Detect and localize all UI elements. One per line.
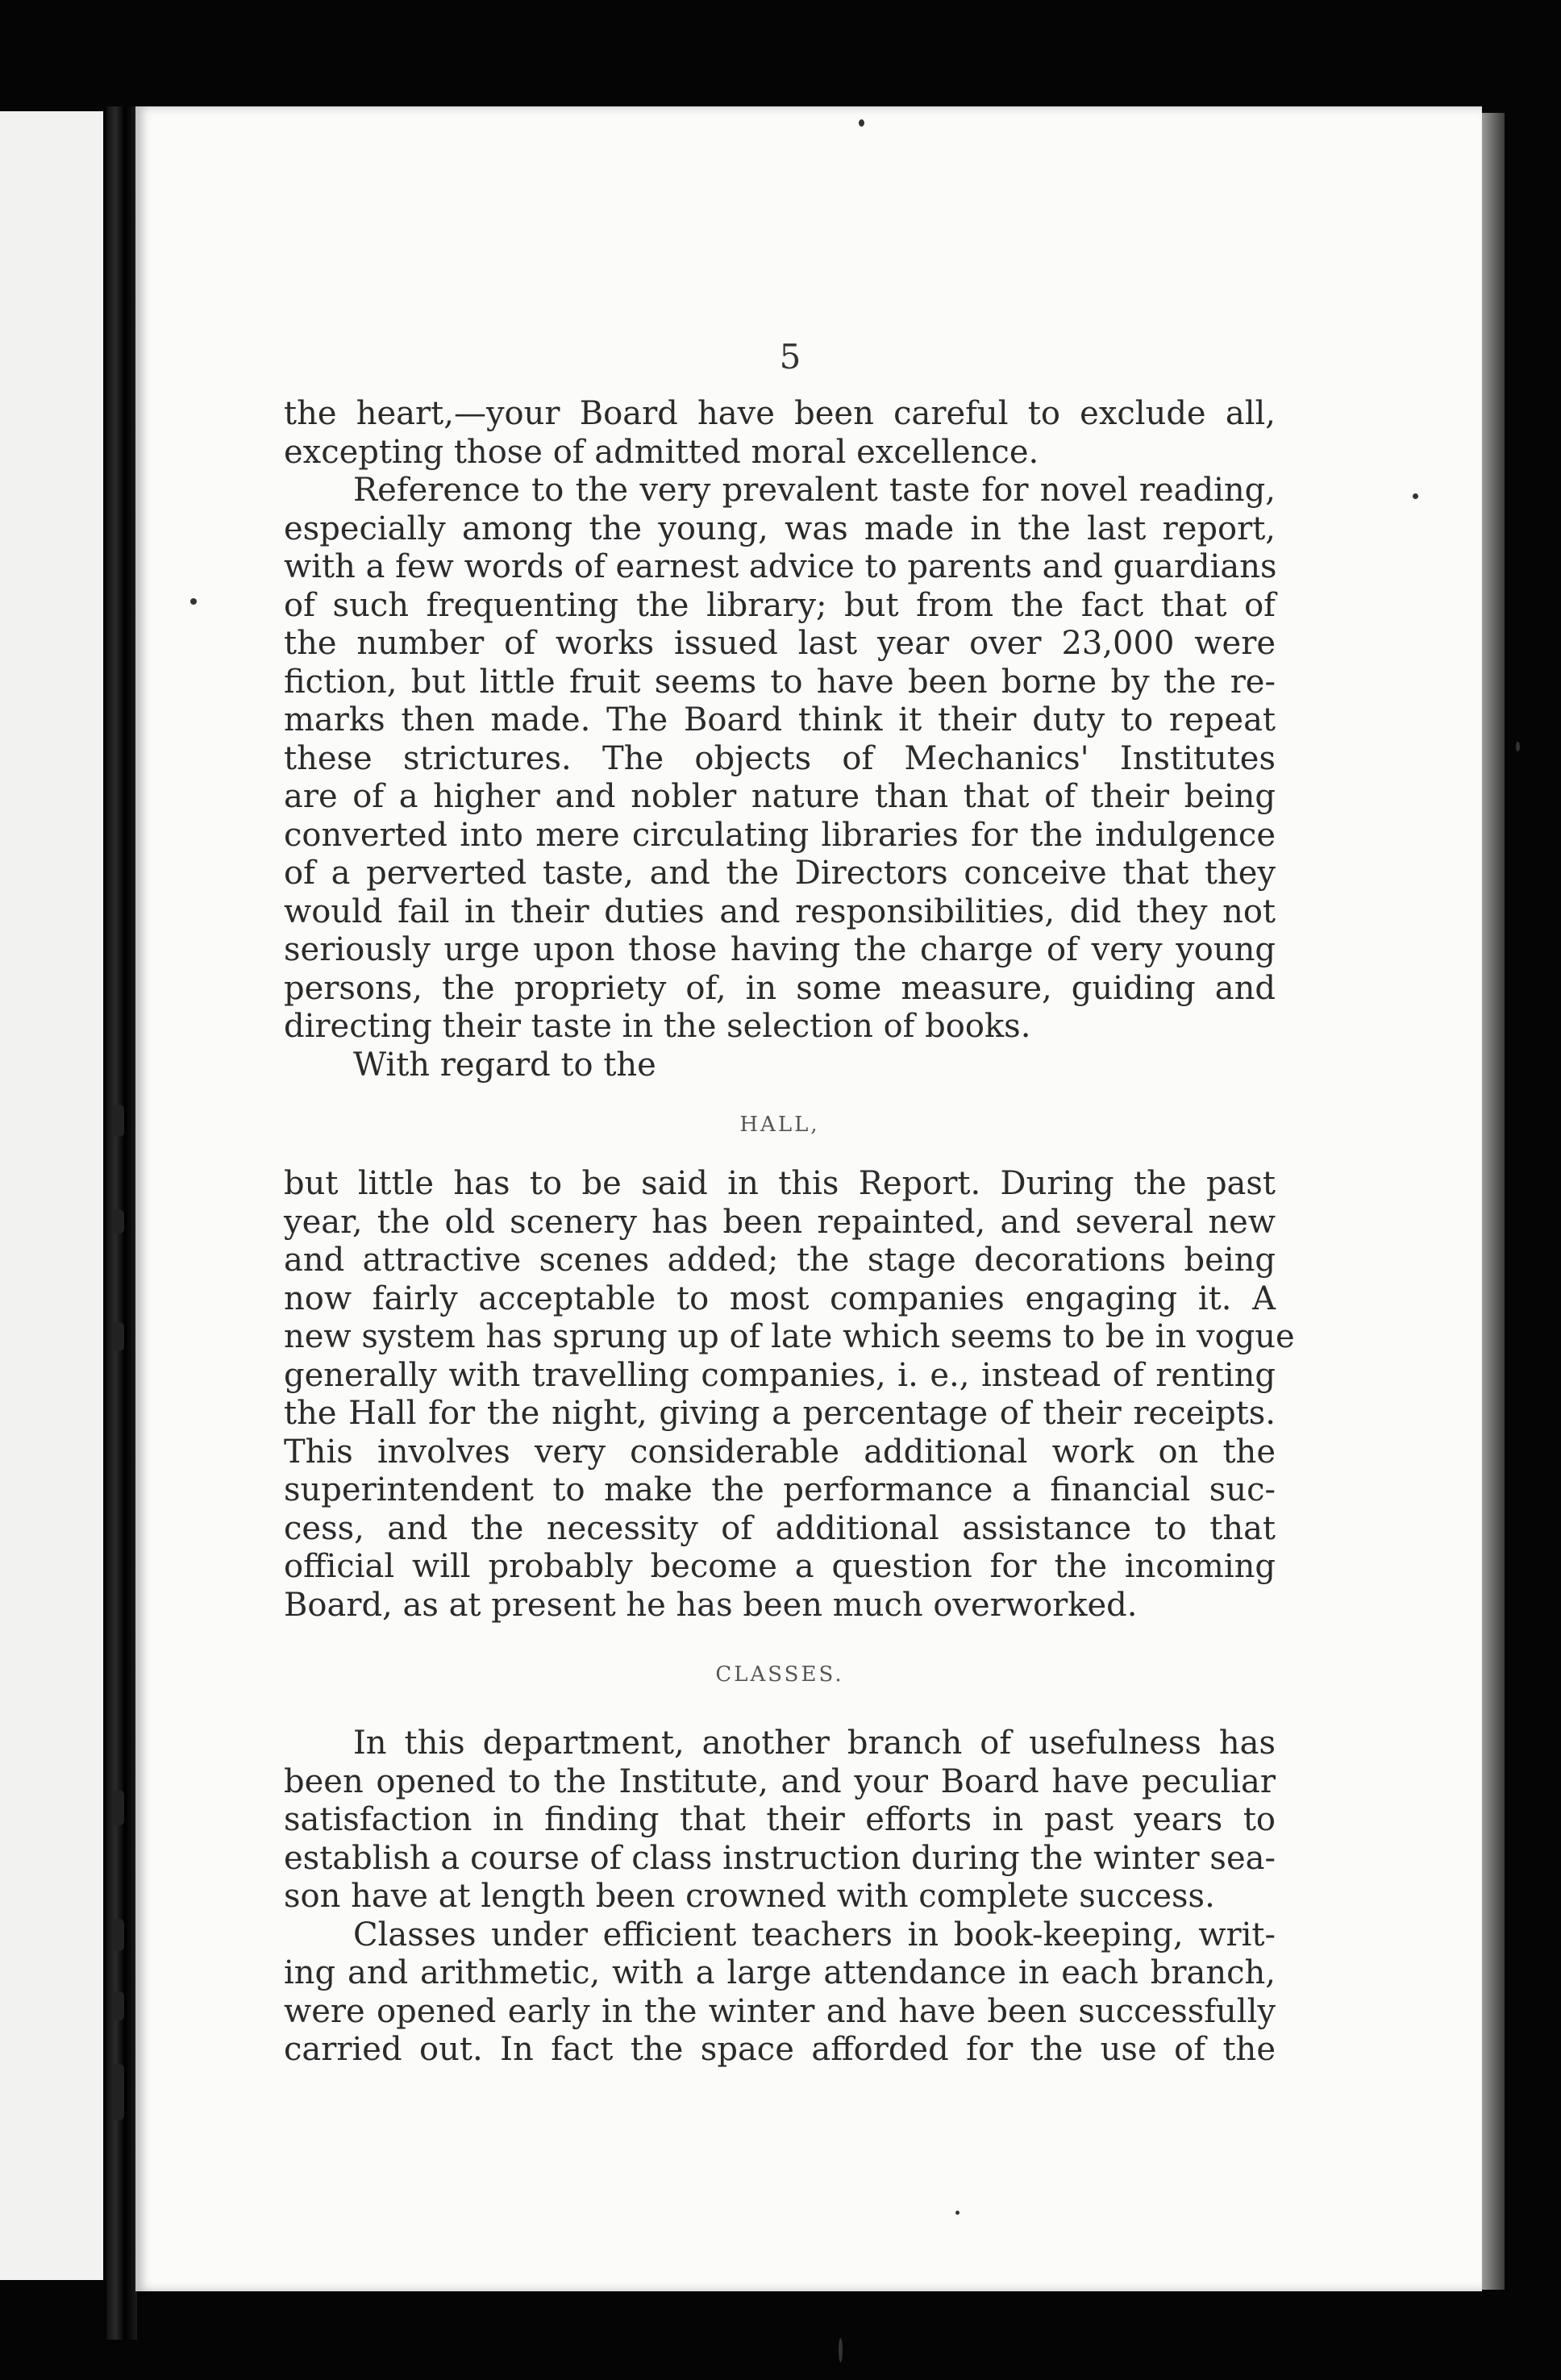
text-line: ing and arithmetic, with a large attendance in each branch, xyxy=(284,1954,1276,1991)
facing-page-edge xyxy=(0,111,103,2280)
dust-speck xyxy=(1516,742,1520,751)
text-line: son have at length been crowned with complete success. xyxy=(284,1878,1215,1915)
text-line: generally with travelling companies, i. e., instead of renting xyxy=(284,1356,1276,1394)
dust-speck xyxy=(955,2211,959,2215)
binding-stitch xyxy=(113,1790,124,1825)
text-line: satisfaction in finding that their efforts in past years to xyxy=(284,1801,1276,1838)
text-line: excepting those of admitted moral excellence. xyxy=(284,433,1039,471)
text-line: and attractive scenes added; the stage decorations being xyxy=(284,1242,1276,1279)
text-line: now fairly acceptable to most companies engaging it. A xyxy=(284,1279,1276,1317)
page-edge-shadow xyxy=(1482,113,1505,2290)
text-line: official will probably become a question for the incoming xyxy=(284,1548,1276,1585)
text-line: year, the old scenery has been repainted, and several new xyxy=(284,1203,1276,1241)
text-line: In this department, another branch of usefulness has xyxy=(353,1725,1276,1762)
text-line: would fail in their duties and responsibilities, did they not xyxy=(284,892,1276,930)
binding-stitch xyxy=(113,1105,124,1137)
dust-speck xyxy=(839,2338,843,2362)
binding-stitch xyxy=(113,1322,124,1351)
text-line: persons, the propriety of, in some measure, guiding and xyxy=(284,969,1276,1007)
binding-stitch xyxy=(113,1919,124,1951)
dust-speck xyxy=(190,598,197,605)
page-body-text xyxy=(284,395,1295,2070)
text-line: been opened to the Institute, and your Board have peculiar xyxy=(284,1762,1276,1800)
page-number: 5 xyxy=(779,337,801,377)
text-line: the heart,—your Board have been careful to exclude all, xyxy=(284,395,1276,432)
text-line: the Hall for the night, giving a percentage of their receipts. xyxy=(284,1395,1276,1432)
text-line: are of a higher and nobler nature than that of their being xyxy=(284,778,1276,815)
text-line: carried out. In fact the space afforded for the use of the xyxy=(284,2031,1276,2068)
text-line: fiction, but little fruit seems to have been borne by the re- xyxy=(284,663,1276,701)
text-line: Reference to the very prevalent taste for novel reading, xyxy=(353,472,1276,509)
text-line: Classes under efficient teachers in book-keeping, writ- xyxy=(353,1916,1276,1954)
section-heading-hall: HALL, xyxy=(739,1113,820,1137)
text-line: the number of works issued last year over 23,000 were xyxy=(284,625,1276,662)
dust-speck xyxy=(859,119,864,127)
text-line: Board, as at present he has been much overworked. xyxy=(284,1586,1138,1624)
text-line: of a perverted taste, and the Directors conceive that they xyxy=(284,855,1276,892)
text-line: directing their taste in the selection of books. xyxy=(284,1008,1031,1045)
text-line: but little has to be said in this Report. During the past xyxy=(284,1165,1276,1202)
text-line: new system has sprung up of late which seems to be in vogue xyxy=(284,1318,1295,1355)
text-line: of such frequenting the library; but from the fact that of xyxy=(284,586,1276,624)
text-line: seriously urge upon those having the charge of very young xyxy=(284,931,1276,968)
text-line: converted into mere circulating libraries for the indulgence xyxy=(284,816,1276,854)
text-line: cess, and the necessity of additional assistance to that xyxy=(284,1509,1276,1547)
text-line: establish a course of class instruction during the winter sea- xyxy=(284,1839,1276,1877)
text-line: With regard to the xyxy=(353,1046,656,1084)
text-line: This involves very considerable additional work on the xyxy=(284,1433,1276,1471)
binding-stitch xyxy=(113,1991,124,2020)
binding-stitch xyxy=(113,2064,124,2120)
section-heading-classes: CLASSES. xyxy=(715,1662,844,1687)
dust-speck xyxy=(1413,493,1418,499)
text-line: superintendent to make the performance a financial suc- xyxy=(284,1471,1276,1508)
text-line: these strictures. The objects of Mechanics' Institutes xyxy=(284,739,1276,777)
text-line: marks then made. The Board think it their duty to repeat xyxy=(284,701,1276,739)
text-line: especially among the young, was made in the last report, xyxy=(284,510,1276,547)
text-line: were opened early in the winter and have been successfully xyxy=(284,1992,1276,2030)
binding-stitch xyxy=(113,1209,124,1234)
text-line: with a few words of earnest advice to parents and guardians xyxy=(284,548,1277,585)
